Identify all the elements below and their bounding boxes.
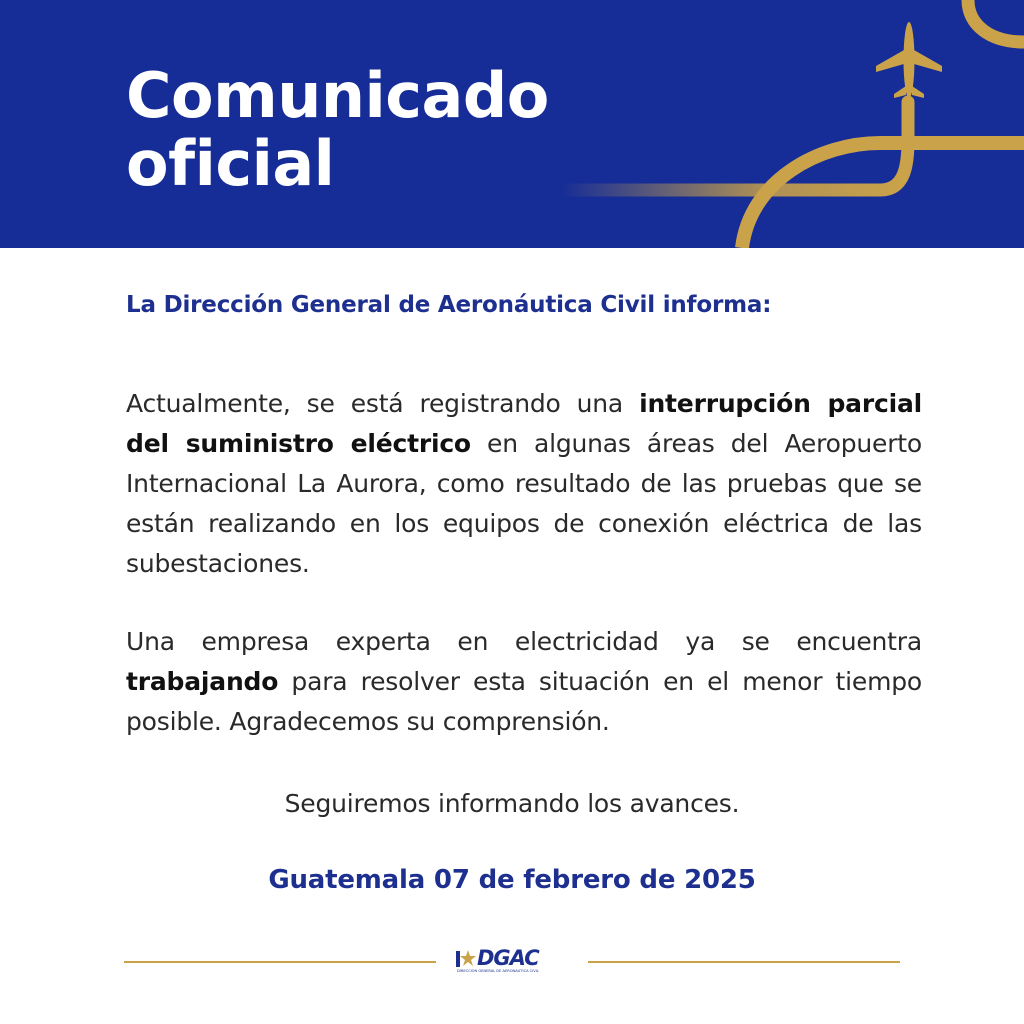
title-line-1: Comunicado <box>126 59 549 132</box>
paragraph-2-intro: Una empresa experta en electricidad ya se encuentra <box>126 627 922 656</box>
closing-line: Seguiremos informando los avances. <box>284 789 740 818</box>
logo-emblem-icon <box>455 948 477 970</box>
logo-subtitle: DIRECCIÓN GENERAL DE AERONÁUTICA CIVIL <box>457 969 539 973</box>
paragraph-1-rest: en algunas áreas del Aeropuerto Internacional La Aurora, como resultado de las pruebas que se están realizando en los equipos de conexión eléctrica de las subestaciones. <box>126 429 923 578</box>
footer-divider-right <box>588 961 900 963</box>
paragraph-1 <box>126 384 922 584</box>
paragraph-1-intro: Actualmente, se está registrando una <box>126 389 640 418</box>
header-banner <box>0 0 1024 248</box>
paragraph-2-bold: trabajando <box>126 667 279 696</box>
date-line: Guatemala 07 de febrero de 2025 <box>268 865 756 895</box>
footer-divider-left <box>124 961 436 963</box>
page-title <box>126 59 549 200</box>
dgac-logo <box>455 948 567 978</box>
logo-text: DGAC <box>477 946 539 970</box>
subheading: La Dirección General de Aeronáutica Civil informa: <box>126 292 772 318</box>
title-line-2: oficial <box>126 127 335 200</box>
paragraph-1-bold: interrupción parcial del suministro eléctrico <box>126 389 922 458</box>
paragraph-2 <box>126 622 922 742</box>
paragraph-2-rest: para resolver esta situación en el menor tiempo posible. Agradecemos su comprensión. <box>126 667 922 736</box>
